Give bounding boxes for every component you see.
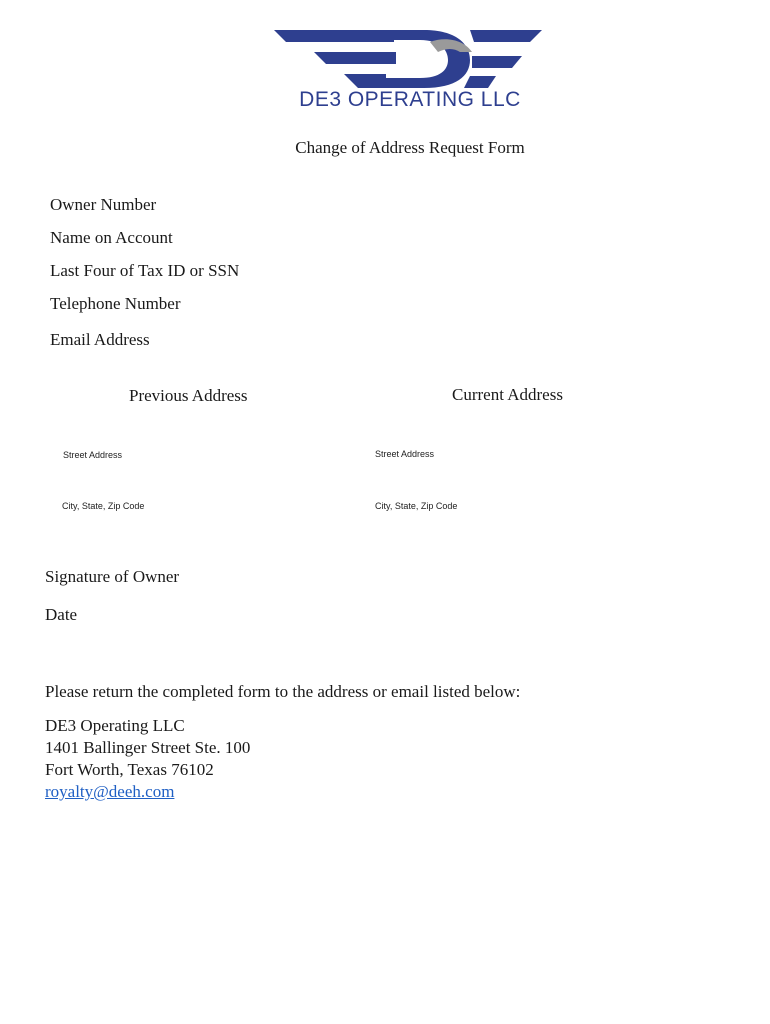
email-address-label: Email Address [50, 330, 150, 349]
tax-id-label: Last Four of Tax ID or SSN [50, 261, 240, 280]
signature-label: Signature of Owner [45, 567, 180, 586]
return-address-block [45, 715, 250, 803]
current-address-heading: Current Address [452, 385, 563, 404]
company-name: DE3 OPERATING LLC [299, 88, 521, 111]
return-street: 1401 Ballinger Street Ste. 100 [45, 738, 251, 757]
previous-city-label: City, State, Zip Code [62, 501, 145, 511]
previous-street-label: Street Address [63, 450, 123, 460]
owner-number-label: Owner Number [50, 195, 157, 214]
return-instructions: Please return the completed form to the address or email listed below: [45, 682, 521, 701]
return-company: DE3 Operating LLC [45, 716, 185, 735]
date-label: Date [45, 605, 78, 624]
return-city-line: Fort Worth, Texas 76102 [45, 760, 214, 779]
return-email-link[interactable]: royalty@deeh.com [45, 782, 175, 801]
previous-address-heading: Previous Address [129, 386, 248, 405]
telephone-label: Telephone Number [50, 294, 181, 313]
form-title: Change of Address Request Form [295, 138, 525, 157]
current-street-label: Street Address [375, 449, 435, 459]
name-on-account-label: Name on Account [50, 228, 173, 247]
current-city-label: City, State, Zip Code [375, 501, 458, 511]
